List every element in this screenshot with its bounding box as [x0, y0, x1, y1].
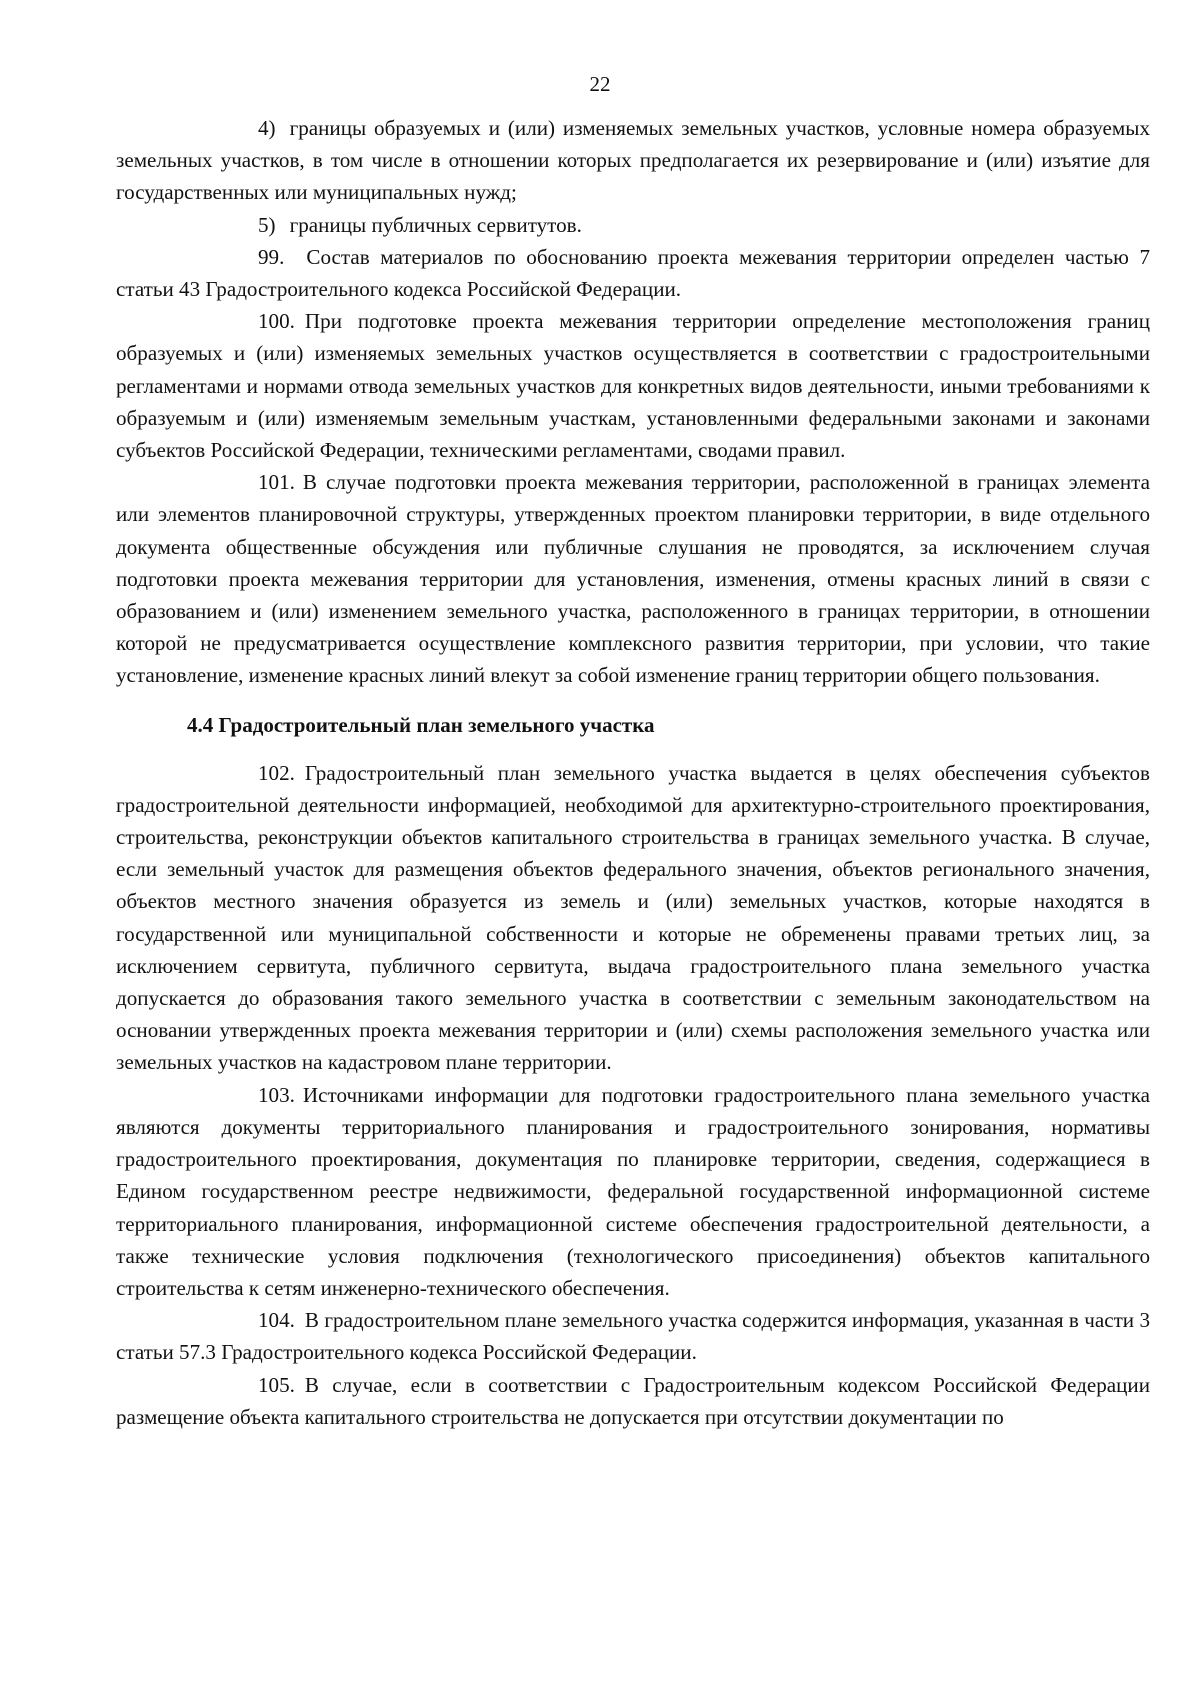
paragraph-101	[116, 466, 1150, 691]
paragraph-number: 101.	[258, 470, 295, 495]
paragraph-number: 4)	[258, 116, 276, 140]
paragraph-text: Источниками информации для подготовки градостроительного плана земельного участка являются документы территориального планирования и градостроительного зонирования, нормативы градостроительного проектирования, документация по планировке территории, сведения, содержащиеся в Едином государственном реестре недвижимости, федеральной государственной информационной системе территориального планирования, информационной системе обеспечения градостроительной деятельности, а также технические условия подключения (технологического присоединения) объектов капитального строительства к сетям инженерно-технического обеспечения.	[116, 1082, 1150, 1300]
paragraph-99	[116, 241, 1150, 305]
paragraph-103	[116, 1079, 1150, 1304]
paragraph-number: 105.	[258, 1372, 295, 1397]
paragraph-text: границы публичных сервитутов.	[289, 212, 582, 237]
paragraph-100	[116, 305, 1150, 466]
paragraph-text: В градостроительном плане земельного участка содержится информация, указанная в части 3 статьи 57.3 Градостроительного кодекса Российской Федерации.	[116, 1308, 1150, 1365]
paragraph-number: 100.	[258, 309, 295, 334]
section-heading: 4.4 Градостроительный план земельного участка	[187, 712, 655, 737]
paragraph-number: 103.	[258, 1082, 295, 1107]
paragraph-number: 5)	[258, 212, 276, 237]
paragraph-text: границы образуемых и (или) изменяемых земельных участков, условные номера образуемых земельных участков, в том числе в отношении которых предполагается их резервирование и (или) изъятие для государственных или муниципальных нужд;	[116, 116, 1150, 205]
page-number: 22	[589, 72, 611, 96]
paragraph-text: Состав материалов по обоснованию проекта межевания территории определен частью 7 статьи 43 Градостроительного кодекса Российской Федерации.	[116, 244, 1150, 302]
paragraph-text: В случае подготовки проекта межевания территории, расположенной в границах элемента или элементов планировочной структуры, утвержденных проектом планировки территории, в виде отдельного документа общественные обсуждения или публичные слушания не проводятся, за исключением случая подготовки проекта межевания территории для установления, изменения, отмены красных линий в связи с образованием и (или) изменением земельного участка, расположенного в границах территории, в отношении которой не предусматривается осуществление комплексного развития территории, при условии, что такие установление, изменение красных линий влекут за собой изменение границ территории общего пользования.	[116, 470, 1150, 688]
paragraph-number: 102.	[258, 760, 295, 785]
document-body	[116, 112, 1150, 1433]
paragraph-number: 99.	[258, 244, 285, 269]
paragraph-number: 104.	[258, 1308, 295, 1333]
paragraph-105	[116, 1369, 1150, 1433]
paragraph-item-5	[116, 209, 1150, 241]
paragraph-text: Градостроительный план земельного участка выдается в целях обеспечения субъектов градостроительной деятельности информацией, необходимой для архитектурно-строительного проектирования, строительства, реконструкции объектов капитального строительства в границах земельного участка. В случае, если земельный участок для размещения объектов федерального значения, объектов регионального значения, объектов местного значения образуется из земель и (или) земельных участков, которые находятся в государственной или муниципальной собственности и которые не обременены правами третьих лиц, за исключением сервитута, публичного сервитута, выдача градостроительного плана земельного участка допускается до образования такого земельного участка в соответствии с земельным законодательством на основании утвержденных проекта межевания территории и (или) схемы расположения земельного участка или земельных участков на кадастровом плане территории.	[116, 760, 1150, 1075]
paragraph-102	[116, 757, 1150, 1079]
paragraph-item-4	[116, 112, 1150, 209]
paragraph-104	[116, 1304, 1150, 1368]
paragraph-text: При подготовке проекта межевания территории определение местоположения границ образуемых и (или) изменяемых земельных участков осуществляется в соответствии с градостроительными регламентами и нормами отвода земельных участков для конкретных видов деятельности, иными требованиями к образуемым и (или) изменяемым земельным участкам, установленными федеральными законами и законами субъектов Российской Федерации, техническими регламентами, сводами правил.	[116, 309, 1150, 463]
paragraph-text: В случае, если в соответствии с Градостроительным кодексом Российской Федерации размещение объекта капитального строительства не допускается при отсутствии документации по	[116, 1372, 1150, 1429]
